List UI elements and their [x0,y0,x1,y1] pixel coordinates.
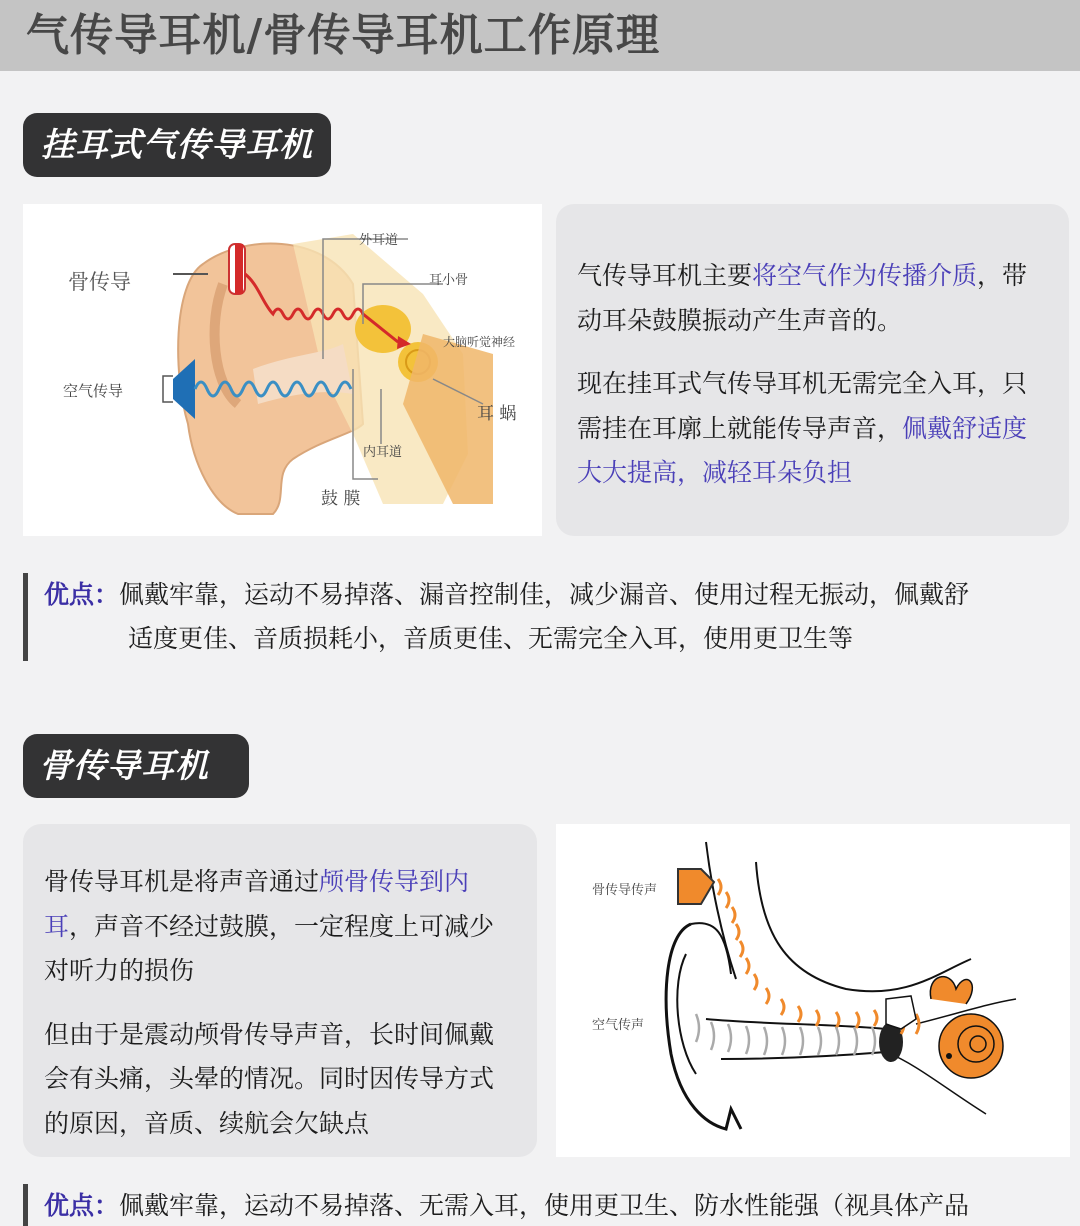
bone-conduction-diagram [556,824,1070,1157]
air-desc-paragraph-2: 现在挂耳式气传导耳机无需完全入耳，只需挂在耳廓上就能传导声音，佩戴舒适度大大提高，减轻耳朵负担 [577,369,1028,487]
ear-line-illustration [556,824,1070,1157]
label-bone: 骨传导 [68,270,131,294]
pros-label: 优点： [44,580,120,609]
pros-label: 优点： [44,1191,120,1220]
label-eardrum: 鼓 膜 [321,489,361,509]
bone-desc-paragraph-2: 但由于是震动颅骨传导声音，长时间佩戴会有头痛，头晕的情况。同时因传导方式的原因，音质、续航会欠缺点 [44,1019,495,1138]
label-inner-canal: 内耳道 [363,445,403,460]
label-auditory-nerve: 大脑听觉神经 [443,335,516,349]
air-conduction-pros [23,573,1063,661]
label-outer-canal: 外耳道 [359,233,399,248]
label-cochlea: 耳 蜗 [477,404,517,424]
label-air: 空气传导 [63,382,124,400]
highlight-text: 将空气作为传播介质 [752,261,978,290]
pros-text-line-2: 适度更佳、音质损耗小，音质更佳、无需完全入耳，使用更卫生等 [128,624,854,653]
section-label-bone-conduction: 骨传导耳机 [23,734,249,798]
pros-text-line-1: 佩戴牢靠，运动不易掉落、漏音控制佳，减少漏音、使用过程无振动，佩戴舒 [119,580,970,609]
highlight-text: 颅骨传导到内耳 [44,867,470,941]
label-air-sound: 空气传声 [592,1018,645,1033]
ear-anatomy-illustration [23,204,542,536]
header-bar [0,0,1080,71]
highlight-text: 佩戴舒适度大大提高，减轻耳朵负担 [577,413,1028,487]
label-ossicles: 耳小骨 [429,273,469,288]
page-title: 气传导耳机/骨传导耳机工作原理 [26,10,661,61]
bone-conduction-pros [23,1184,1080,1226]
bone-conduction-description [23,824,537,1157]
bone-desc-paragraph-1: 骨传导耳机是将声音通过颅骨传导到内耳，声音不经过鼓膜，一定程度上可减少对听力的损伤 [44,867,495,985]
air-conduction-diagram [23,204,542,536]
section-label-air-conduction: 挂耳式气传导耳机 [23,113,331,177]
label-bone-sound: 骨传导传声 [592,883,658,898]
air-desc-paragraph-1: 气传导耳机主要将空气作为传播介质，带动耳朵鼓膜振动产生声音的。 [577,261,1028,335]
air-conduction-description [556,204,1069,536]
pros-text-line-1: 佩戴牢靠，运动不易掉落、无需入耳，使用更卫生、防水性能强（视具体产品 [119,1191,970,1220]
